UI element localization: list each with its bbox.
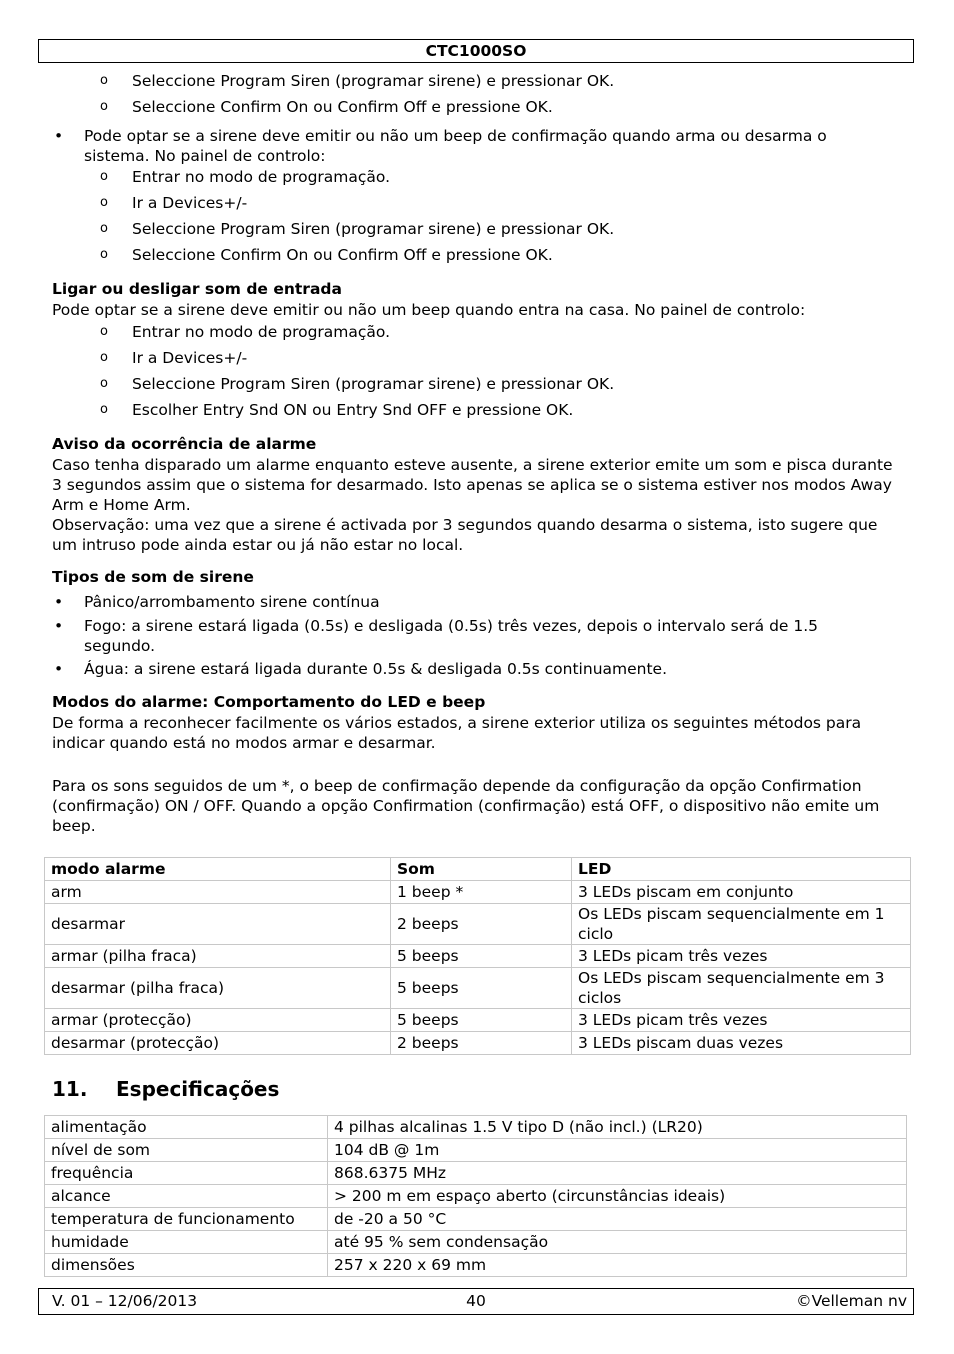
table-row <box>45 945 911 968</box>
list-marker: o <box>100 247 108 262</box>
table-cell: Os LEDs piscam sequencialmente em 1 ciclo <box>572 904 911 945</box>
paragraph: Observação: uma vez que a sirene é activada por 3 segundos quando desarma o sistema, isto sugere que um intruso pode ainda estar ou já não estar no local. <box>52 516 878 554</box>
section-heading: Tipos de som de sirene <box>52 568 254 586</box>
bullet-item: • Pode optar se a sirene deve emitir ou não um beep de confirmação quando arma ou desarma o sistema. No painel de controlo: <box>54 127 827 165</box>
spec-label: alcance <box>45 1185 328 1208</box>
spec-value: de -20 a 50 °C <box>328 1208 907 1231</box>
paragraph: De forma a reconhecer facilmente os vários estados, a sirene exterior utiliza os seguintes métodos para indicar quando está no modos armar e desarmar. <box>52 714 862 752</box>
table-cell: desarmar (pilha fraca) <box>45 968 391 1009</box>
table-row <box>45 1009 911 1032</box>
paragraph: Para os sons seguidos de um *, o beep de confirmação depende da configuração da opção Confirmation (confirmação) ON / OFF. Quando a opção Confirmation (confirmação) está OFF, o dispositivo não emite um beep. <box>52 777 880 835</box>
section-heading: Especificações <box>116 1077 280 1101</box>
spec-value: 868.6375 MHz <box>328 1162 907 1185</box>
spec-label: frequência <box>45 1162 328 1185</box>
spec-value: até 95 % sem condensação <box>328 1231 907 1254</box>
table-row <box>45 1254 907 1277</box>
bullet-item: • Água: a sirene estará ligada durante 0.5s & desligada 0.5s continuamente. <box>54 660 668 678</box>
bullet-marker: • <box>54 593 64 611</box>
table-cell: 2 beeps <box>391 904 572 945</box>
paragraph: Pode optar se a sirene deve emitir ou não um beep quando entra na casa. No painel de controlo: <box>52 301 806 319</box>
column-header: modo alarme <box>45 858 391 881</box>
spec-label: alimentação <box>45 1116 328 1139</box>
table-cell: 3 LEDs piscam em conjunto <box>572 881 911 904</box>
list-marker: o <box>100 350 108 365</box>
table-cell: Os LEDs piscam sequencialmente em 3 ciclos <box>572 968 911 1009</box>
bullet-item: • Pânico/arrombamento sirene contínua <box>54 593 380 611</box>
table-cell: desarmar <box>45 904 391 945</box>
specs-table <box>44 1115 907 1277</box>
paragraph: Caso tenha disparado um alarme enquanto esteve ausente, a sirene exterior emite um som e pisca durante 3 segundos assim que o sistema for desarmado. Isto apenas se aplica se o sistema estiver nos modos Away Arm e Home Arm. <box>52 456 893 514</box>
table-cell: arm <box>45 881 391 904</box>
table-cell: 3 LEDs piscam duas vezes <box>572 1032 911 1055</box>
list-marker: o <box>100 99 108 114</box>
page-header <box>38 39 914 63</box>
bullet-item: • Fogo: a sirene estará ligada (0.5s) e desligada (0.5s) três vezes, depois o intervalo será de 1.5 segundo. <box>54 617 819 655</box>
list-marker: o <box>100 221 108 236</box>
alarm-modes-table <box>44 857 911 1055</box>
table-cell: armar (pilha fraca) <box>45 945 391 968</box>
table-row <box>45 1032 911 1055</box>
bullet-marker: • <box>54 660 64 678</box>
spec-value: 104 dB @ 1m <box>328 1139 907 1162</box>
spec-value: 4 pilhas alcalinas 1.5 V tipo D (não incl.) (LR20) <box>328 1116 907 1139</box>
section-number: 11. <box>52 1077 88 1101</box>
footer-copyright: ©Velleman nv <box>796 1292 907 1310</box>
table-row <box>45 1116 907 1139</box>
table-row <box>45 1231 907 1254</box>
list-marker: o <box>100 195 108 210</box>
header-title: CTC1000SO <box>425 42 527 60</box>
section-heading: Modos do alarme: Comportamento do LED e beep <box>52 693 486 711</box>
column-header: Som <box>391 858 572 881</box>
bullet-marker: • <box>54 127 64 145</box>
table-cell: 5 beeps <box>391 1009 572 1032</box>
table-cell: 5 beeps <box>391 968 572 1009</box>
section-heading: Aviso da ocorrência de alarme <box>52 435 317 453</box>
list-marker: o <box>100 376 108 391</box>
spec-label: humidade <box>45 1231 328 1254</box>
page-number: 40 <box>466 1292 486 1310</box>
table-cell: 3 LEDs picam três vezes <box>572 1009 911 1032</box>
table-row <box>45 1162 907 1185</box>
table-cell: 3 LEDs picam três vezes <box>572 945 911 968</box>
table-row <box>45 968 911 1009</box>
spec-label: nível de som <box>45 1139 328 1162</box>
section-title <box>52 1076 279 1102</box>
list-marker: o <box>100 73 108 88</box>
table-row <box>45 1139 907 1162</box>
table-cell: armar (protecção) <box>45 1009 391 1032</box>
bullet-marker: • <box>54 617 64 635</box>
table-row <box>45 1185 907 1208</box>
section-heading: Ligar ou desligar som de entrada <box>52 280 342 298</box>
table-cell: 5 beeps <box>391 945 572 968</box>
table-cell: desarmar (protecção) <box>45 1032 391 1055</box>
list-marker: o <box>100 402 108 417</box>
page-footer <box>38 1288 914 1315</box>
table-row <box>45 881 911 904</box>
column-header: LED <box>572 858 911 881</box>
list-marker: o <box>100 169 108 184</box>
table-cell: 1 beep * <box>391 881 572 904</box>
spec-value: 257 x 220 x 69 mm <box>328 1254 907 1277</box>
list-marker: o <box>100 324 108 339</box>
footer-version: V. 01 – 12/06/2013 <box>52 1292 198 1310</box>
spec-label: dimensões <box>45 1254 328 1277</box>
table-row <box>45 904 911 945</box>
table-cell: 2 beeps <box>391 1032 572 1055</box>
spec-value: > 200 m em espaço aberto (circunstâncias ideais) <box>328 1185 907 1208</box>
spec-label: temperatura de funcionamento <box>45 1208 328 1231</box>
table-row <box>45 1208 907 1231</box>
table-header-row <box>45 858 911 881</box>
